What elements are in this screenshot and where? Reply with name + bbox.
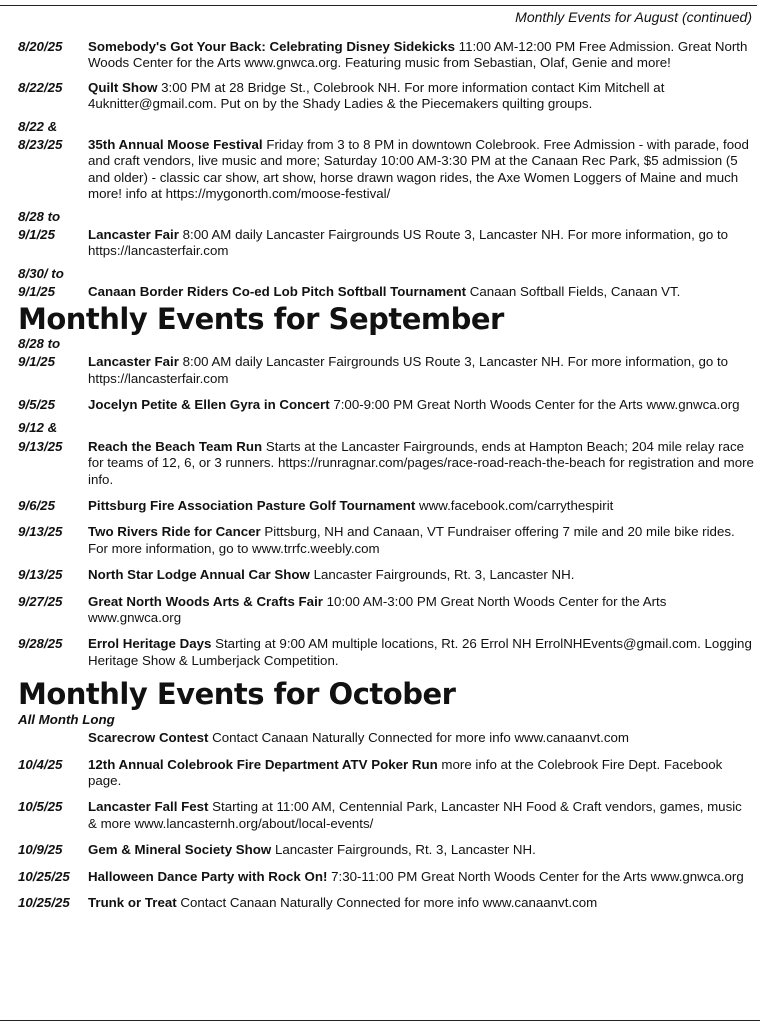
event-sep-lancaster-fair bbox=[18, 354, 754, 387]
event-date: 9/5/25 bbox=[18, 396, 55, 412]
event-title: Somebody's Got Your Back: Celebrating Disney Sidekicks bbox=[88, 39, 455, 54]
event-title: Gem & Mineral Society Show bbox=[88, 842, 272, 858]
event-sep-reach-the-beach bbox=[18, 439, 754, 488]
event-title: Pittsburg Fire Association Pasture Golf Tournament bbox=[88, 497, 416, 513]
event-date: 10/4/25 bbox=[18, 756, 63, 772]
all-month-long-label: All Month Long bbox=[18, 712, 115, 728]
event-title: 35th Annual Moose Festival bbox=[88, 137, 263, 153]
event-date: 8/23/25 bbox=[18, 137, 63, 153]
event-sep-concert bbox=[18, 397, 754, 413]
event-date-top: 8/22 & bbox=[18, 118, 58, 134]
event-title: 12th Annual Colebrook Fire Department ATV Poker Run bbox=[88, 756, 438, 772]
event-details: Lancaster Fairgrounds, Rt. 3, Lancaster NH. bbox=[271, 842, 536, 858]
event-details: 3:00 PM at 28 Bridge St., Colebrook NH. For more information contact Kim Mitchell at 4uknitter@gmail.com. Put on by the Shady Ladies & the Piecemakers quilting groups. bbox=[88, 79, 665, 112]
event-sep-crafts-fair bbox=[18, 594, 754, 627]
event-details: 10:00 AM-3:00 PM Great North Woods Center for the Arts www.gnwca.org bbox=[88, 593, 667, 625]
event-date: 9/13/25 bbox=[18, 524, 63, 540]
event-aug-softball bbox=[18, 284, 754, 300]
event-date: 9/1/25 bbox=[18, 354, 55, 370]
event-title: Trunk or Treat bbox=[88, 895, 177, 911]
event-details: Canaan Softball Fields, Canaan VT. bbox=[466, 284, 681, 300]
event-title: North Star Lodge Annual Car Show bbox=[88, 567, 310, 583]
event-date: 9/1/25 bbox=[18, 284, 55, 300]
event-sep-pasture-golf bbox=[18, 498, 754, 514]
event-title: Scarecrow Contest bbox=[88, 730, 209, 746]
event-details: 7:00-9:00 PM Great North Woods Center for the Arts www.gnwca.org bbox=[329, 396, 740, 412]
running-header: Monthly Events for August (continued) bbox=[515, 9, 752, 25]
event-title: Jocelyn Petite & Ellen Gyra in Concert bbox=[88, 396, 330, 412]
event-details: Starting at 9:00 AM multiple locations, Rt. 26 Errol NH ErrolNHEvents@gmail.com. Logging Heritage Show & Lumberjack Competition. bbox=[88, 636, 752, 668]
bottom-rule bbox=[0, 1020, 760, 1021]
section-heading-september: Monthly Events for September bbox=[18, 301, 504, 336]
event-aug-quilt bbox=[18, 80, 754, 113]
event-title: Quilt Show bbox=[88, 79, 158, 95]
event-details: www.facebook.com/carrythespirit bbox=[415, 497, 614, 513]
event-date: 10/5/25 bbox=[18, 799, 63, 815]
event-title: Lancaster Fair bbox=[88, 354, 179, 370]
event-date bbox=[18, 730, 88, 746]
event-date-top: 8/28 to bbox=[18, 335, 61, 351]
event-date: 9/1/25 bbox=[18, 227, 55, 243]
event-details: more info at the Colebrook Fire Dept. Facebook page. bbox=[88, 756, 723, 788]
event-oct-trunk-or-treat bbox=[18, 895, 754, 911]
event-title: Reach the Beach Team Run bbox=[88, 438, 263, 454]
event-title: Errol Heritage Days bbox=[88, 636, 212, 652]
event-title: Lancaster Fair bbox=[88, 227, 179, 243]
event-details: Lancaster Fairgrounds, Rt. 3, Lancaster NH. bbox=[309, 567, 575, 583]
event-title: Lancaster Fall Fest bbox=[88, 799, 209, 815]
event-details: 8:00 AM daily Lancaster Fairgrounds US Route 3, Lancaster NH. For more information, go to https://lancasterfair.com bbox=[88, 227, 729, 259]
event-date: 9/13/25 bbox=[18, 567, 63, 583]
event-date-top: 8/30/ to bbox=[18, 265, 64, 281]
top-rule bbox=[0, 0, 757, 6]
event-details: Contact Canaan Naturally Connected for more info www.canaanvt.com bbox=[208, 730, 629, 746]
event-aug-sidekicks bbox=[18, 39, 754, 72]
event-sep-two-rivers bbox=[18, 524, 754, 557]
event-details: 8:00 AM daily Lancaster Fairgrounds US Route 3, Lancaster NH. For more information, go to https://lancasterfair.com bbox=[88, 354, 729, 386]
event-title: Halloween Dance Party with Rock On! bbox=[88, 868, 328, 884]
event-oct-gem-mineral bbox=[18, 842, 754, 858]
event-date: 9/27/25 bbox=[18, 593, 63, 609]
event-title: Two Rivers Ride for Cancer bbox=[88, 524, 261, 540]
event-date: 9/28/25 bbox=[18, 636, 63, 652]
event-oct-poker-run bbox=[18, 757, 754, 790]
event-date: 10/25/25 bbox=[18, 868, 70, 884]
event-details: Contact Canaan Naturally Connected for more info www.canaanvt.com bbox=[176, 895, 598, 911]
event-aug-moose bbox=[18, 137, 754, 203]
event-details: Pittsburg, NH and Canaan, VT Fundraiser offering 7 mile and 20 mile bike rides. For more information, go to www.trrfc.weebly.com bbox=[88, 524, 735, 556]
event-date-top: 9/12 & bbox=[18, 420, 58, 436]
event-date: 10/25/25 bbox=[18, 895, 70, 911]
events-content bbox=[18, 35, 754, 911]
event-details: Starts at the Lancaster Fairgrounds, ends at Hampton Beach; 204 mile relay race for teams of 12, 6, or 3 runners. https://runragnar.com/pages/race-road-reach-the-beach for registration and more info. bbox=[88, 438, 754, 487]
event-title: Great North Woods Arts & Crafts Fair bbox=[88, 593, 323, 609]
event-sep-car-show bbox=[18, 567, 754, 583]
event-date: 9/6/25 bbox=[18, 497, 55, 513]
event-oct-scarecrow bbox=[18, 730, 754, 746]
event-date: 8/22/25 bbox=[18, 79, 63, 95]
event-date: 9/13/25 bbox=[18, 438, 63, 454]
event-details: Starting at 11:00 AM, Centennial Park, Lancaster NH Food & Craft vendors, games, music & more www.lancasternh.org/about/local-events/ bbox=[88, 799, 742, 831]
event-details: 7:30-11:00 PM Great North Woods Center for the Arts www.gnwca.org bbox=[327, 868, 744, 884]
event-aug-lancaster-fair bbox=[18, 227, 754, 260]
event-oct-halloween-dance bbox=[18, 869, 754, 885]
event-oct-fall-fest bbox=[18, 799, 754, 832]
section-heading-october: Monthly Events for October bbox=[18, 677, 456, 712]
event-sep-errol-heritage bbox=[18, 636, 754, 669]
event-date: 8/20/25 bbox=[18, 39, 63, 54]
event-details: Friday from 3 to 8 PM in downtown Colebrook. Free Admission - with parade, food and craft vendors, live music and more; Saturday 10:00 AM-3:30 PM at the Canaan Rec Park, $5 admission (5 and older) - classic car show, art show, horse drawn wagon rides, the Axe Women Loggers of Maine and much more! info at https://mygonorth.com/moose-festival/ bbox=[88, 137, 749, 202]
event-date: 10/9/25 bbox=[18, 842, 63, 858]
event-title: Canaan Border Riders Co-ed Lob Pitch Softball Tournament bbox=[88, 284, 467, 300]
event-date-top: 8/28 to bbox=[18, 208, 61, 224]
event-details: 11:00 AM-12:00 PM Free Admission. Great North Woods Center for the Arts www.gnwca.org. Featuring music from Sebastian, Olaf, Genie and more! bbox=[88, 39, 748, 71]
